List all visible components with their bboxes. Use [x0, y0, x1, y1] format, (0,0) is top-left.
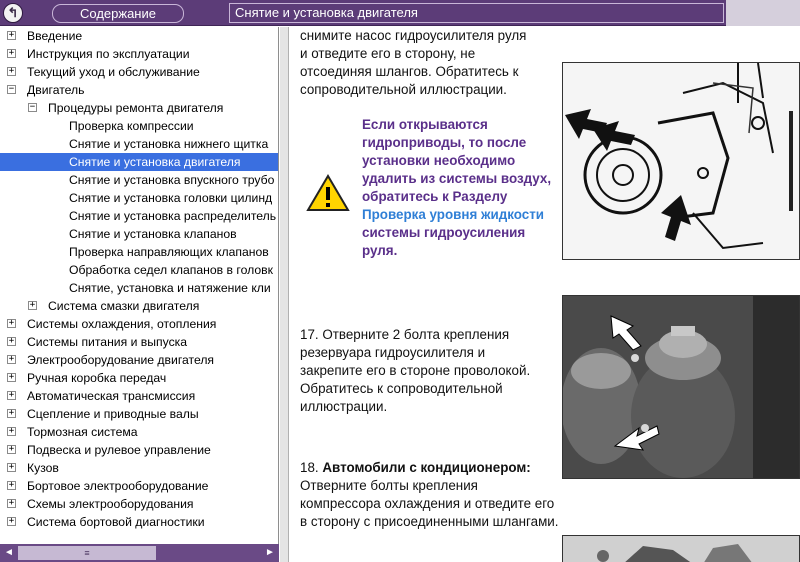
tree-item-label: Электрооборудование двигателя	[27, 353, 215, 367]
expand-icon[interactable]: +	[8, 336, 15, 346]
expand-icon[interactable]: +	[8, 426, 15, 436]
step-text: Отверните болты крепления компрессора охлаждения и отведите его в сторону с присоединенными шлангами.	[300, 478, 559, 529]
tree-item-label: Процедуры ремонта двигателя	[48, 101, 224, 115]
panel-splitter[interactable]	[280, 27, 289, 562]
collapse-icon[interactable]: −	[29, 102, 36, 112]
tree-item-label: Снятие, установка и натяжение кли	[69, 281, 271, 295]
tree-item[interactable]	[0, 63, 279, 81]
tree-item-label: Введение	[27, 29, 83, 43]
section-link[interactable]: Проверка уровня жидкости	[362, 207, 545, 222]
tree-item[interactable]	[0, 135, 279, 153]
scroll-right-icon[interactable]: ►	[265, 547, 275, 558]
illustration-compressor	[562, 535, 800, 562]
expand-icon[interactable]: +	[8, 66, 15, 76]
expand-icon[interactable]: +	[8, 408, 15, 418]
tree-item[interactable]	[0, 459, 279, 477]
tree-item-label: Снятие и установка клапанов	[69, 227, 237, 241]
text-line: отсоединяя шлангов. Обратитесь к	[300, 64, 519, 79]
tree-item-label: Снятие и установка головки цилинд	[69, 191, 273, 205]
paragraph-step17	[300, 326, 562, 416]
tree-item[interactable]	[0, 297, 279, 315]
back-arrow-icon[interactable]: ↰	[3, 3, 23, 23]
tree-item[interactable]	[0, 333, 279, 351]
step-condition: Автомобили с кондиционером:	[322, 460, 531, 475]
text-line: Обратитесь к сопроводительной	[300, 381, 503, 396]
tree-item[interactable]	[0, 513, 279, 531]
toolbar-area	[726, 0, 800, 26]
tree-item[interactable]	[0, 315, 279, 333]
expand-icon[interactable]: +	[8, 354, 15, 364]
tree-item-label: Обработка седел клапанов в головк	[69, 263, 273, 277]
tree-item-label: Тормозная система	[27, 425, 138, 439]
expand-icon[interactable]: +	[8, 390, 15, 400]
expand-icon[interactable]: +	[29, 300, 36, 310]
tree-item[interactable]	[0, 423, 279, 441]
note-tail: системы гидроусиления руля.	[362, 225, 526, 258]
tree-item[interactable]	[0, 153, 279, 171]
tree-item-label: Системы охлаждения, отопления	[27, 317, 217, 331]
tree-item[interactable]	[0, 387, 279, 405]
tree-item[interactable]	[0, 405, 279, 423]
expand-icon[interactable]: +	[8, 48, 15, 58]
document-content	[290, 27, 800, 562]
step-number: 18.	[300, 460, 319, 475]
scroll-thumb[interactable]: ≡	[18, 546, 156, 560]
illustration-reservoir-photo	[562, 295, 800, 479]
document-title: Снятие и установка двигателя	[229, 3, 724, 23]
tree-item[interactable]	[0, 351, 279, 369]
tree-item[interactable]	[0, 279, 279, 297]
expand-icon[interactable]: +	[8, 30, 15, 40]
tree-item-label: Подвеска и рулевое управление	[27, 443, 211, 457]
paragraph-step16	[300, 27, 560, 99]
tree-item-label: Автоматическая трансмиссия	[27, 389, 196, 403]
tree-item[interactable]	[0, 171, 279, 189]
tree-item[interactable]	[0, 441, 279, 459]
text-line: закрепите его в стороне проволокой.	[300, 363, 531, 378]
text-line: резервуара гидроусилителя и	[300, 345, 486, 360]
tree-item[interactable]	[0, 243, 279, 261]
tree-item-label: Снятие и установка распределитель	[69, 209, 277, 223]
tree-item-label: Сцепление и приводные валы	[27, 407, 199, 421]
expand-icon[interactable]: +	[8, 498, 15, 508]
tree-item[interactable]	[0, 225, 279, 243]
tree-item[interactable]	[0, 81, 279, 99]
text-line: иллюстрации.	[300, 399, 388, 414]
warning-note	[362, 116, 562, 260]
tree-item[interactable]	[0, 477, 279, 495]
expand-icon[interactable]: +	[8, 372, 15, 382]
tree-item[interactable]	[0, 27, 279, 45]
expand-icon[interactable]: +	[8, 516, 15, 526]
tree-item[interactable]	[0, 189, 279, 207]
note-text: Если открываются гидроприводы, то после установки необходимо удалить из системы воздух, обратитесь к Разделу	[362, 117, 552, 204]
tree-item-label: Проверка направляющих клапанов	[69, 245, 269, 259]
tree-item[interactable]	[0, 45, 279, 63]
collapse-icon[interactable]: −	[8, 84, 15, 94]
tree-item-label: Ручная коробка передач	[27, 371, 167, 385]
tree-item[interactable]	[0, 369, 279, 387]
tree-item[interactable]	[0, 117, 279, 135]
horizontal-scrollbar[interactable]	[0, 544, 279, 562]
tree-item[interactable]	[0, 207, 279, 225]
text-line: снимите насос гидроусилителя руля	[300, 28, 527, 43]
tree-item-label: Система бортовой диагностики	[27, 515, 205, 529]
title-bar	[0, 0, 800, 26]
scroll-left-icon[interactable]: ◄	[4, 547, 14, 558]
tree-item[interactable]	[0, 99, 279, 117]
text-line: 17. Отверните 2 болта крепления	[300, 327, 510, 342]
tree-item-label: Двигатель	[27, 83, 85, 97]
tree-item[interactable]	[0, 261, 279, 279]
tree-item-label: Бортовое электрооборудование	[27, 479, 209, 493]
tree-item-label: Кузов	[27, 461, 59, 475]
text-line: сопроводительной иллюстрации.	[300, 82, 507, 97]
contents-tab[interactable]: Содержание	[52, 4, 184, 23]
tree-item[interactable]	[0, 495, 279, 513]
illustration-pump	[562, 62, 800, 260]
expand-icon[interactable]: +	[8, 480, 15, 490]
tree-item-label: Снятие и установка двигателя	[69, 155, 241, 169]
expand-icon[interactable]: +	[8, 444, 15, 454]
paragraph-step18	[300, 459, 562, 531]
tree-item-label: Снятие и установка нижнего щитка	[69, 137, 269, 151]
tree-item-label: Инструкция по эксплуатации	[27, 47, 190, 61]
warning-triangle-icon	[306, 173, 350, 213]
tree-item-label: Проверка компрессии	[69, 119, 194, 133]
tree-item-label: Схемы электрооборудования	[27, 497, 194, 511]
expand-icon[interactable]: +	[8, 462, 15, 472]
contents-tree	[0, 27, 279, 562]
tree-item-label: Система смазки двигателя	[48, 299, 200, 313]
text-line: и отведите его в сторону, не	[300, 46, 476, 61]
tree-item-label: Системы питания и выпуска	[27, 335, 188, 349]
tree-item-label: Снятие и установка впускного трубо	[69, 173, 275, 187]
expand-icon[interactable]: +	[8, 318, 15, 328]
tree-item-label: Текущий уход и обслуживание	[27, 65, 200, 79]
